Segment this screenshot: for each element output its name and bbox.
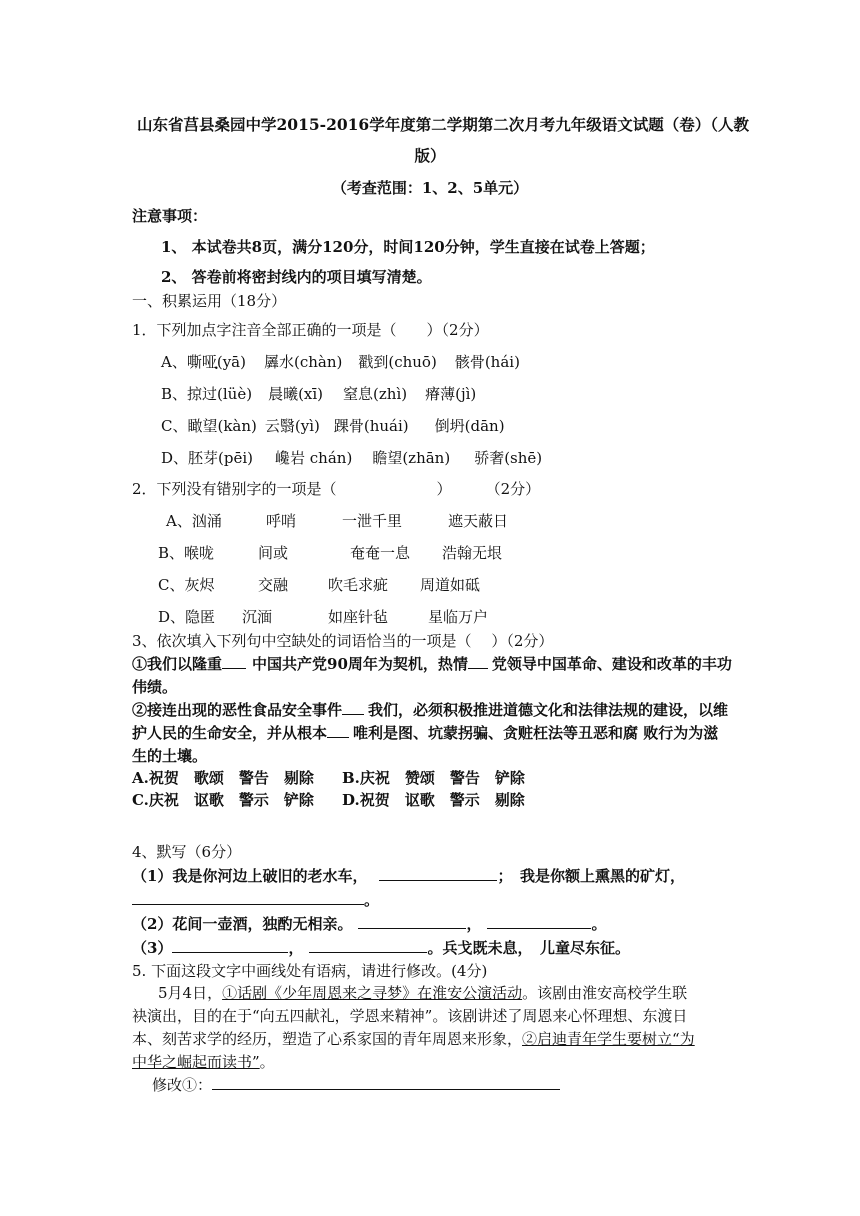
option-word: 羼水(chàn) [263,353,343,371]
q4-stem: 4、默写（6分） [132,843,242,861]
option-word: 嘶哑(yā) • [187,353,246,371]
q2-stem-text: 2．下列没有错别字的一项是（ [132,480,337,498]
q3-text: ①我们以隆重 [132,655,223,673]
q5-text: 本、刻苦求学的经历，塑造了心系家国的青年周恩来形象， [132,1030,523,1048]
q2-stem-bracket: ） [436,480,452,498]
q5-para-line-1 [158,982,687,1004]
blank-line[interactable] [172,937,288,953]
blank-line[interactable] [379,865,497,881]
option-word: 晨曦(xī) [268,385,324,403]
q3-sentence-1 [132,653,732,675]
option-letter: D、 [161,449,189,467]
q3-text: 党领导中国革命、建设和改革的丰功 [491,655,732,673]
q3-option-d: D.祝贺 讴歌 警示 剔除 [342,791,525,809]
blank-line[interactable] [132,889,364,905]
option-word: 交融 [258,576,289,594]
q3-sentence-1-cont: 伟绩。 [132,678,178,696]
q5-para-line-4 [132,1051,275,1073]
option-word: 倒坍(dān) [434,417,505,435]
answer-line[interactable] [212,1074,560,1090]
option-word: 巉岩 chán) [275,449,353,467]
blank-line[interactable] [327,722,349,738]
option-word: 骸骨(hái) [454,353,520,371]
q1-option-b [161,383,476,405]
q4-text: 。 [364,891,380,909]
q2-option-a [166,510,508,532]
notice-item-1: 1、 本试卷共8页，满分120分，时间120分钟，学生直接在试卷上答题； [161,238,655,256]
option-letter: C、 [161,417,188,435]
q4-text: ， [466,915,482,933]
blank-line[interactable] [222,653,246,669]
q3-sentence-2 [132,699,728,721]
option-word: 踝骨(huái) [333,417,409,435]
option-word: 窒息(zhì) [343,385,408,403]
q5-text: 。 [259,1053,275,1071]
q4-text: 。兵戈既未息， 儿童尽东征。 [427,939,630,957]
q5-text: 。该剧由淮安高校学生联 [522,984,688,1002]
q5-fix-1 [152,1074,560,1096]
q5-para-line-3 [132,1028,695,1050]
option-word: 沉湎 [242,608,273,626]
option-word: 呼哨 [266,512,297,530]
q5-stem: 5. 下面这段文字中画线处有语病，请进行修改。(4分) [132,962,488,980]
option-word: 瞰望(kàn) [187,417,257,435]
blank-line[interactable] [309,937,427,953]
exam-scope: （考查范围：1、2、5单元） [331,179,529,197]
option-word: 如座针毡 [328,608,389,626]
section-heading-1: 一、积累运用（18分） [132,292,287,310]
q1-option-d [161,447,542,469]
q3-option-c: C.庆祝 讴歌 警示 铲除 [132,791,314,809]
q3-sentence-2-end: 生的土壤。 [132,747,208,765]
option-word: 星临万户 [428,608,489,626]
q4-text: （1）我是你河边上破旧的老水车， [132,867,368,885]
option-word: 周道如砥 [420,576,481,594]
option-word: B、喉咙 [158,544,215,562]
q5-underlined-text: 中华之崛起而读书” [132,1053,260,1071]
q5-underlined-text: ①话剧《少年周恩来之寻梦》在淮安公演活动 [222,984,523,1002]
notice-heading: 注意事项： [132,207,208,225]
q3-stem: 3、依次填入下列句中空缺处的词语恰当的一项是（ ）（2分） [132,632,554,650]
q2-option-d [158,606,488,628]
q2-option-c [158,574,480,596]
q2-stem [132,478,540,500]
option-word: 戳到(chuō) [358,353,437,371]
option-word: 瞻望(zhān) [372,449,451,467]
option-word: 云翳(yì) [264,417,320,435]
q3-text: 唯利是图、坑蒙拐骗、贪赃枉法等丑恶和腐 败行为为滋 [353,724,719,742]
option-word: C、灰烬 [158,576,215,594]
q3-text: 我们，必须积极推进道德文化和法律法规的建设，以维 [368,701,729,719]
q4-text: 。 [591,915,607,933]
q1-stem: 1．下列加点字注音全部正确的一项是（ ）（2分） [132,321,489,339]
q4-line-1-cont [132,889,379,911]
q2-option-b [158,542,502,564]
option-word: 一泄千里 [342,512,403,530]
option-word: 浩翰无垠 [442,544,503,562]
q1-option-c [161,415,505,437]
q5-text: 5月4日， [158,984,223,1002]
q4-line-2 [132,913,606,935]
option-word: 吹毛求疵 [328,576,389,594]
option-word: 间或 [258,544,289,562]
option-word: 遮天蔽日 [448,512,509,530]
q4-text: ； 我是你额上熏黑的矿灯， [497,867,685,885]
doc-title-line1: 山东省莒县桑园中学2015-2016学年度第二学期第二次月考九年级语文试题（卷）（人教 [137,115,749,134]
option-word: A、汹涌 [166,512,222,530]
q4-text: （2）花间一壶酒，独酌无相亲。 [132,915,353,933]
option-letter: A、 [161,353,187,371]
blank-line[interactable] [358,913,466,929]
q3-text: 护人民的生命安全，并从根本 [132,724,328,742]
option-word: 胚芽(pēi) [188,449,254,467]
q4-text: ， [288,939,304,957]
blank-line[interactable] [487,913,591,929]
q5-para-line-2: 袂演出，目的在于“向五四献礼，学恩来精神”。该剧讲述了周恩来心怀理想、东渡日 [132,1007,688,1025]
option-word: D、隐匿 [158,608,216,626]
option-word: 瘠薄(jì) [425,385,477,403]
q4-line-3 [132,937,630,959]
q2-points: （2分） [485,480,541,498]
q5-underlined-text: ②启迪青年学生要树立“为 [522,1030,695,1048]
option-word: 奄奄一息 [350,544,411,562]
q3-text: ②接连出现的恶性食品安全事件 [132,701,343,719]
q3-sentence-2-cont [132,722,718,744]
q3-option-b: B.庆祝 赞颂 警告 铲除 [342,769,525,787]
blank-line[interactable] [342,699,364,715]
q3-option-a: A.祝贺 歌颂 警告 剔除 [132,769,314,787]
q4-line-1 [132,865,685,887]
doc-title-line2: 版） [414,146,446,165]
q1-option-a [161,351,520,373]
notice-item-2: 2、 答卷前将密封线内的项目填写清楚。 [161,268,432,286]
blank-line[interactable] [468,653,488,669]
option-word: 骄奢(shē) [474,449,543,467]
option-word: 掠过(lüè) [187,385,253,403]
q5-fix-label: 修改①： [152,1076,213,1094]
q4-text: （3） [132,939,173,957]
option-letter: B、 [161,385,188,403]
q3-text: 中国共产党90周年为契机，热情 [252,655,468,673]
